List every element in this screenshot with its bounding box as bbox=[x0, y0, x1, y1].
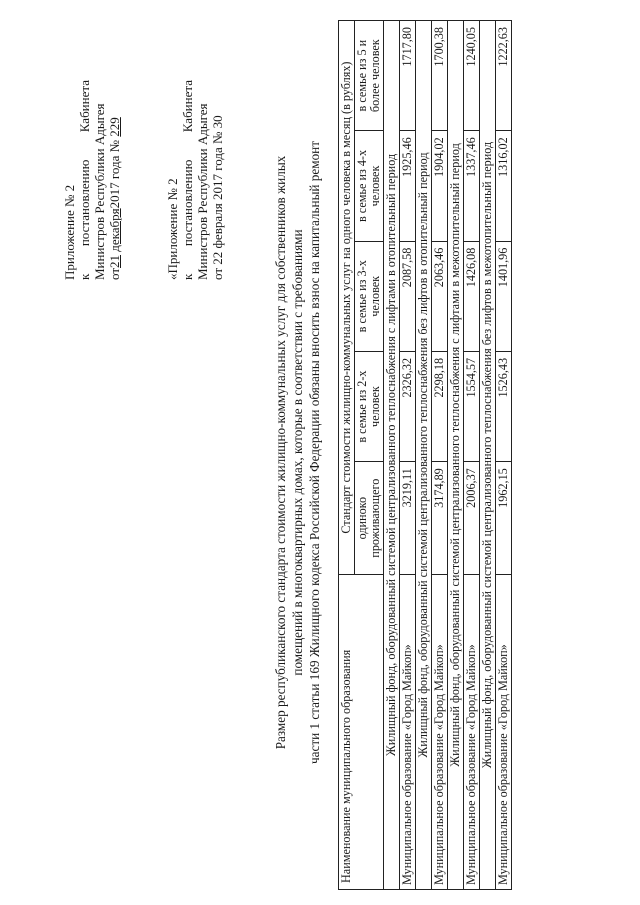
appendix-current-line1-mid: постановлению bbox=[77, 159, 92, 247]
value-cell: 1526,43 bbox=[496, 351, 512, 461]
value-cell: 3174,89 bbox=[432, 462, 448, 575]
value-cell: 1337,46 bbox=[464, 131, 480, 241]
header-col-family-5plus: в семье из 5 и более человек bbox=[355, 21, 384, 131]
value-cell: 3219,11 bbox=[400, 462, 416, 575]
header-col-family-3: в семье из 3-х человек bbox=[355, 241, 384, 351]
section-label: Жилищный фонд, оборудованный системой централизованного теплоснабжения без лифтов в отопительный период bbox=[416, 21, 432, 890]
appendix-current-block bbox=[62, 80, 122, 280]
table-row bbox=[496, 21, 512, 890]
appendix-current-from: от bbox=[107, 267, 122, 280]
section-row bbox=[448, 21, 464, 890]
header-col-family-4: в семье из 4-х человек bbox=[355, 131, 384, 241]
title-line: помещений в многоквартирных домах, которые в соответствии с требованиями bbox=[290, 229, 305, 676]
municipality-cell: Муниципальное образование «Город Майкоп» bbox=[464, 575, 480, 890]
section-row bbox=[480, 21, 496, 890]
appendix-previous-line1-mid: постановлению bbox=[180, 159, 195, 247]
appendix-current-line2: Министров Республики Адыгея bbox=[92, 103, 107, 280]
section-label: Жилищный фонд, оборудованный системой централизованного теплоснабжения с лифтами в межотопительный период bbox=[448, 21, 464, 890]
header-municipality: Наименование муниципального образования bbox=[339, 575, 384, 890]
value-cell: 2298,18 bbox=[432, 351, 448, 461]
section-label: Жилищный фонд, оборудованный системой централизованного теплоснабжения с лифтами в отопительный период bbox=[384, 21, 400, 890]
appendix-current-line1 bbox=[77, 80, 92, 280]
appendix-current-line1-left: к bbox=[77, 273, 92, 280]
appendix-previous-line1-left: к bbox=[180, 273, 195, 280]
value-cell: 2087,58 bbox=[400, 241, 416, 351]
value-cell: 1904,02 bbox=[432, 131, 448, 241]
value-cell: 2006,37 bbox=[464, 462, 480, 575]
appendix-current-heading: Приложение № 2 bbox=[62, 184, 77, 280]
appendix-previous-line1 bbox=[180, 80, 195, 280]
table-row bbox=[400, 21, 416, 890]
header-col-single: одиноко проживающего bbox=[355, 462, 384, 575]
appendix-previous-line3: от 22 февраля 2017 года № 30 bbox=[210, 115, 225, 280]
title-line: Размер республиканского стандарта стоимости жилищно-коммунальных услуг для собственников жилых bbox=[273, 155, 288, 750]
section-label: Жилищный фонд, оборудованный системой централизованного теплоснабжения без лифтов в межотопительный период bbox=[480, 21, 496, 890]
value-cell: 1925,46 bbox=[400, 131, 416, 241]
value-cell: 1962,15 bbox=[496, 462, 512, 575]
value-cell: 1240,05 bbox=[464, 21, 480, 131]
value-cell: 2063,46 bbox=[432, 241, 448, 351]
value-cell: 1554,57 bbox=[464, 351, 480, 461]
value-cell: 1426,08 bbox=[464, 241, 480, 351]
appendix-current-year: 2017 года № bbox=[107, 139, 122, 209]
appendix-current-line3 bbox=[107, 80, 122, 280]
value-cell: 1700,38 bbox=[432, 21, 448, 131]
section-row bbox=[416, 21, 432, 890]
appendix-previous-line2: Министров Республики Адыгея bbox=[195, 103, 210, 280]
header-col-family-2: в семье из 2-х человек bbox=[355, 351, 384, 461]
appendix-previous-block bbox=[165, 80, 225, 280]
municipality-cell: Муниципальное образование «Город Майкоп» bbox=[496, 575, 512, 890]
appendix-previous-heading: «Приложение № 2 bbox=[165, 178, 180, 280]
appendix-current-line1-right: Кабинета bbox=[77, 80, 92, 133]
appendix-previous-line1-right: Кабинета bbox=[180, 80, 195, 133]
table-header-row bbox=[339, 21, 355, 890]
tariff-table bbox=[338, 20, 512, 890]
value-cell: 1401,96 bbox=[496, 241, 512, 351]
value-cell: 1316,02 bbox=[496, 131, 512, 241]
appendix-current-day: 21 bbox=[107, 254, 122, 268]
table-row bbox=[432, 21, 448, 890]
municipality-cell: Муниципальное образование «Город Майкоп» bbox=[400, 575, 416, 890]
appendix-current-month: декабря bbox=[107, 208, 122, 252]
document-title bbox=[272, 40, 323, 865]
appendix-current-number: 229 bbox=[107, 117, 122, 137]
section-row bbox=[384, 21, 400, 890]
title-line: части 1 статьи 169 Жилищного кодекса Российской Федерации обязаны вносить взнос на капитальный ремонт bbox=[307, 141, 322, 765]
value-cell: 2326,32 bbox=[400, 351, 416, 461]
municipality-cell: Муниципальное образование «Город Майкоп» bbox=[432, 575, 448, 890]
value-cell: 1222,63 bbox=[496, 21, 512, 131]
header-standard: Стандарт стоимости жилищно-коммунальных услуг на одного человека в месяц (в рублях) bbox=[339, 21, 355, 575]
table-row bbox=[464, 21, 480, 890]
value-cell: 1717,80 bbox=[400, 21, 416, 131]
